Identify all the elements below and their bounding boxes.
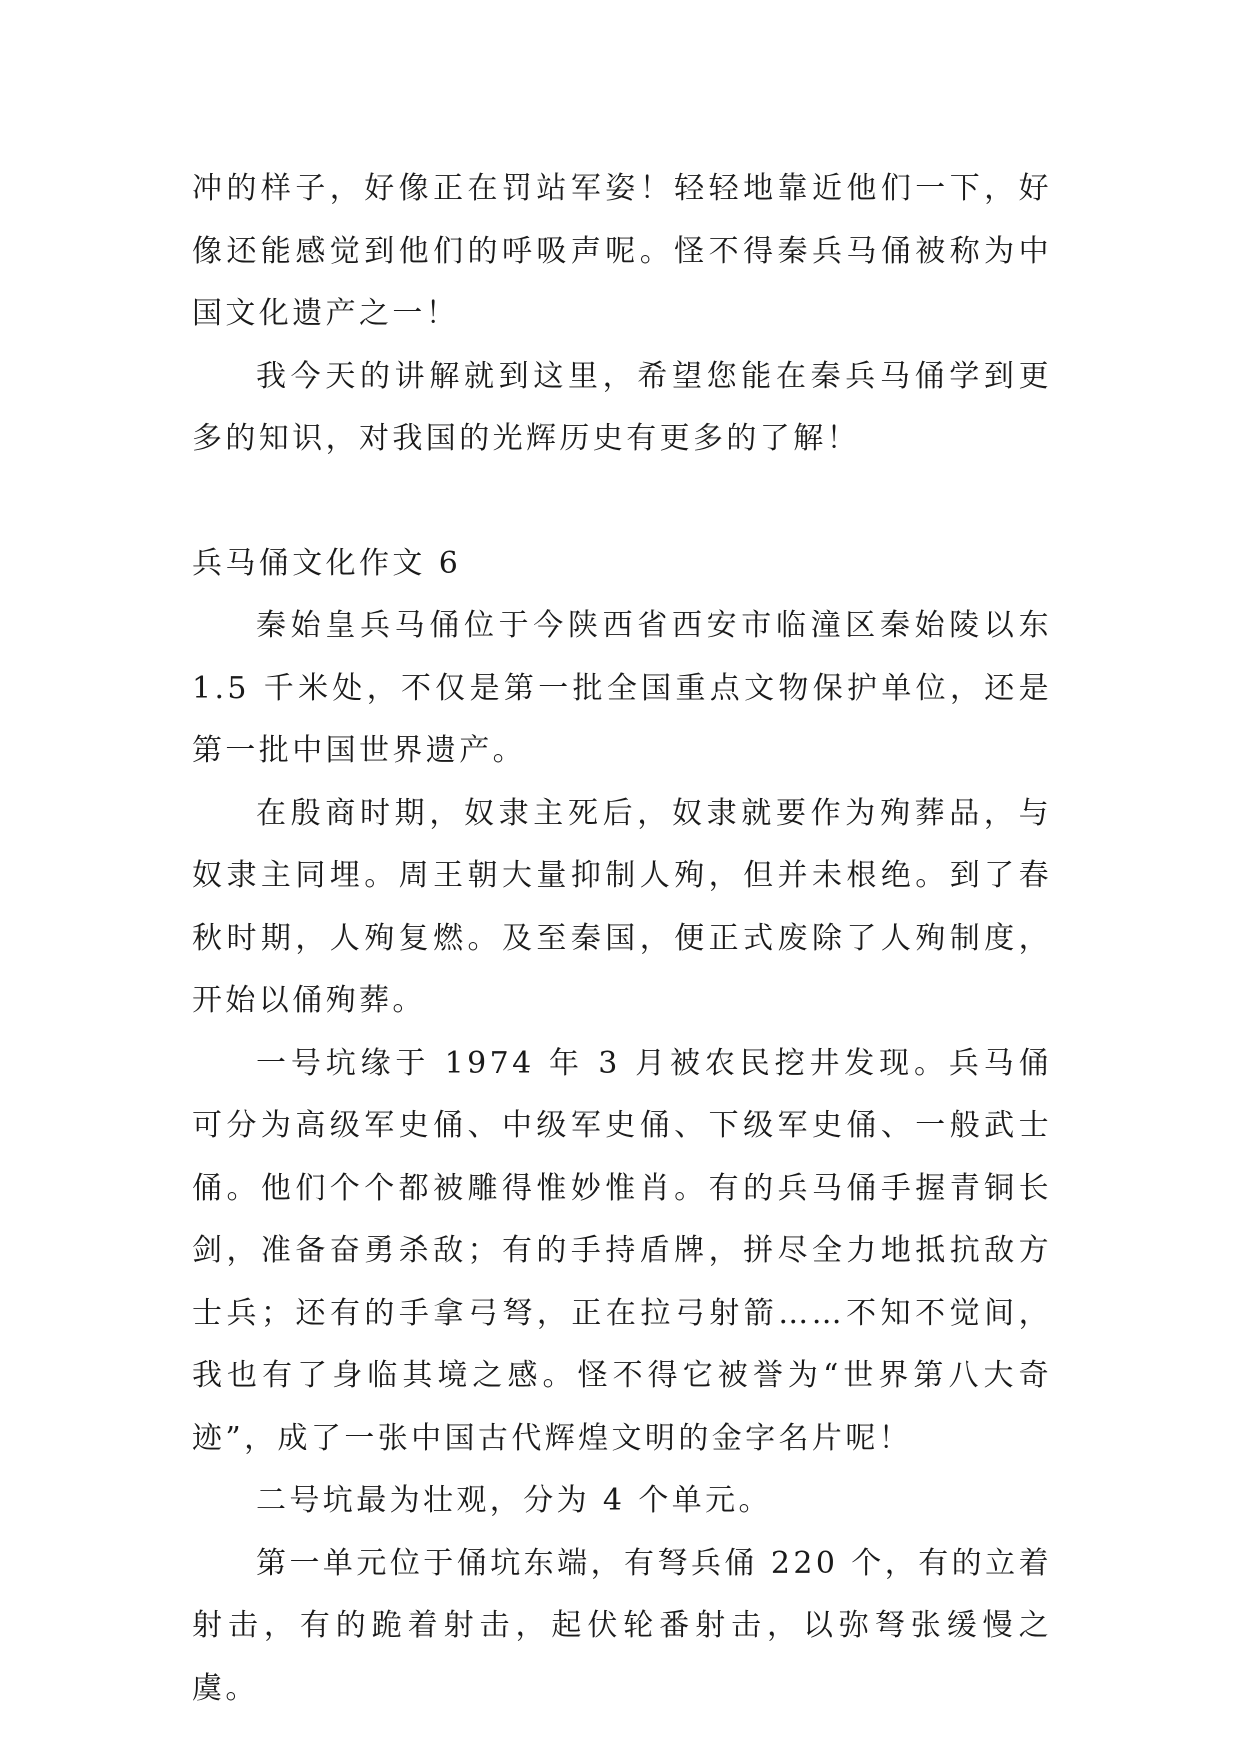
paragraph-closing: 我今天的讲解就到这里，希望您能在秦兵马俑学到更多的知识，对我国的光辉历史有更多的了解！ — [192, 358, 1052, 456]
paragraph-location: 秦始皇兵马俑位于今陕西省西安市临潼区秦始陵以东 1.5 千米处，不仅是第一批全国重点文物保护单位，还是第一批中国世界遗产。 — [192, 608, 1052, 768]
paragraph-history: 在殷商时期，奴隶主死后，奴隶就要作为殉葬品，与奴隶主同埋。周王朝大量抑制人殉，但并未根绝。到了春秋时期，人殉复燃。及至秦国，便正式废除了人殉制度，开始以俑殉葬。 — [192, 795, 1052, 1018]
section-title: 兵马俑文化作文 6 — [192, 545, 462, 581]
paragraph-pit-two: 二号坑最为壮观，分为 4 个单元。 — [256, 1483, 772, 1518]
paragraph-pit-one: 一号坑缘于 1974 年 3 月被农民挖井发现。兵马俑可分为高级军史俑、中级军史俑、下级军史俑、一般武士俑。他们个个都被雕得惟妙惟肖。有的兵马俑手握青铜长剑，准备奋勇杀敌；有的手持盾牌，拼尽全力地抵抗敌方士兵；还有的手拿弓弩，正在拉弓射箭……不知不觉间，我也有了身临其境之感。怪不得它被誉为“世界第八大奇迹”，成了一张中国古代辉煌文明的金字名片呢！ — [192, 1045, 1052, 1456]
paragraph-unit-one: 第一单元位于俑坑东端，有弩兵俑 220 个，有的立着射击，有的跪着射击，起伏轮番射击，以弥弩张缓慢之虞。 — [192, 1545, 1052, 1706]
paragraph-continued: 冲的样子，好像正在罚站军姿！轻轻地靠近他们一下，好像还能感觉到他们的呼吸声呢。怪不得秦兵马俑被称为中国文化遗产之一！ — [192, 171, 1052, 331]
document-body — [192, 158, 1052, 1720]
